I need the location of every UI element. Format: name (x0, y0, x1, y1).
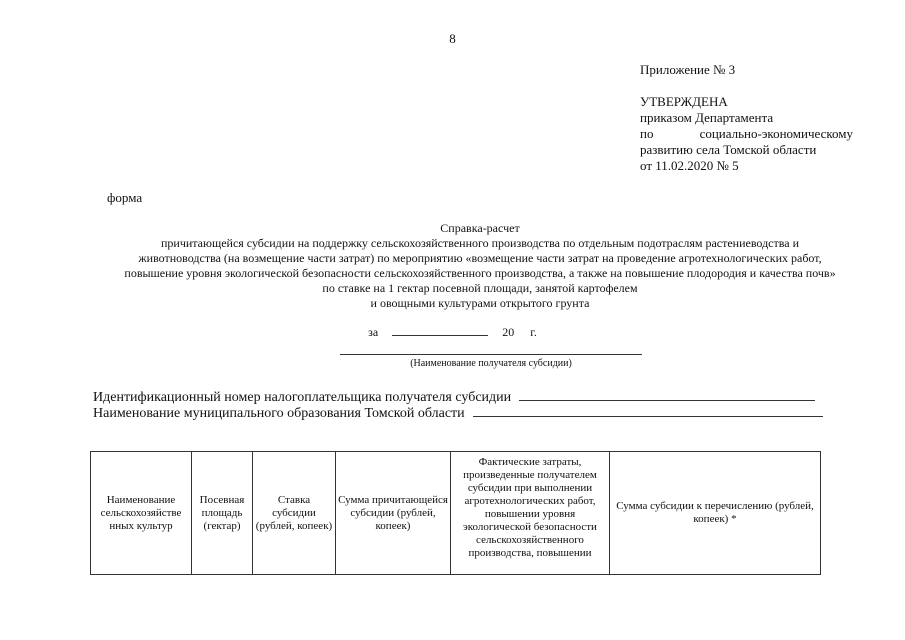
approval-line-2: приказом Департамента (640, 110, 774, 125)
approval-line-3-word-1: по (640, 126, 654, 141)
period-line (0, 324, 905, 340)
header-due-subsidy: Сумма причитающейся субсидии (рублей, копеек) (336, 452, 451, 575)
title-line-4: повышение уровня экологической безопасности сельскохозяйственного производства, а также на повышение плодородия и качества почв» (124, 266, 836, 280)
annex-label: Приложение № 3 (640, 62, 736, 77)
approval-line-5: от 11.02.2020 № 5 (640, 158, 739, 173)
title-line-1: Справка-расчет (440, 221, 520, 235)
form-label: форма (107, 190, 143, 205)
header-subsidy-rate: Ставка субсидии (рублей, копеек) (253, 452, 336, 575)
title-line-6: и овощными культурами открытого грунта (370, 296, 590, 310)
recipient-caption: (Наименование получателя субсидии) (410, 358, 572, 369)
header-actual-costs: Фактические затраты, произведенные получателем субсидии при выполнении агротехнологических работ, повышении уровня экологической безопасности сельскохозяйственного производства, повышении (451, 452, 610, 575)
municipality-blank[interactable] (473, 404, 823, 417)
municipality-label: Наименование муниципального образования Томской области (93, 406, 465, 421)
period-suffix: г. (530, 325, 537, 339)
municipality-row (93, 404, 823, 422)
title-line-2: причитающейся субсидии на поддержку сельскохозяйственного производства по отдельным подотраслям растениеводства и (160, 236, 799, 250)
period-year: 20 (502, 325, 515, 339)
page-number: 8 (449, 31, 456, 46)
inn-blank[interactable] (519, 388, 815, 401)
recipient-name-line[interactable] (340, 354, 642, 355)
approval-line-3-word-2: социально-экономическому (699, 126, 853, 141)
period-blank[interactable] (392, 324, 488, 336)
title-line-5: по ставке на 1 гектар посевной площади, занятой картофелем (322, 281, 638, 295)
header-sown-area: Посевная площадь (гектар) (192, 452, 253, 575)
document-title (80, 221, 880, 311)
approval-line-3 (640, 126, 853, 142)
header-subsidy-to-transfer: Сумма субсидии к перечислению (рублей, копеек) * (610, 452, 821, 575)
title-line-3: животноводства (на возмещение части затрат) по мероприятию «возмещение части затрат на проведение агротехнологических работ, (138, 251, 822, 265)
inn-label: Идентификационный номер налогоплательщика получателя субсидии (93, 390, 512, 405)
calculation-table (90, 451, 821, 575)
approval-block (640, 94, 853, 174)
header-crop-name: Наименование сельскохозяйстве нных культур (91, 452, 192, 575)
approval-line-4: развитию села Томской области (640, 142, 817, 157)
approval-line-1: УТВЕРЖДЕНА (640, 94, 728, 109)
period-prefix: за (368, 325, 379, 339)
table-header-row (91, 452, 821, 575)
